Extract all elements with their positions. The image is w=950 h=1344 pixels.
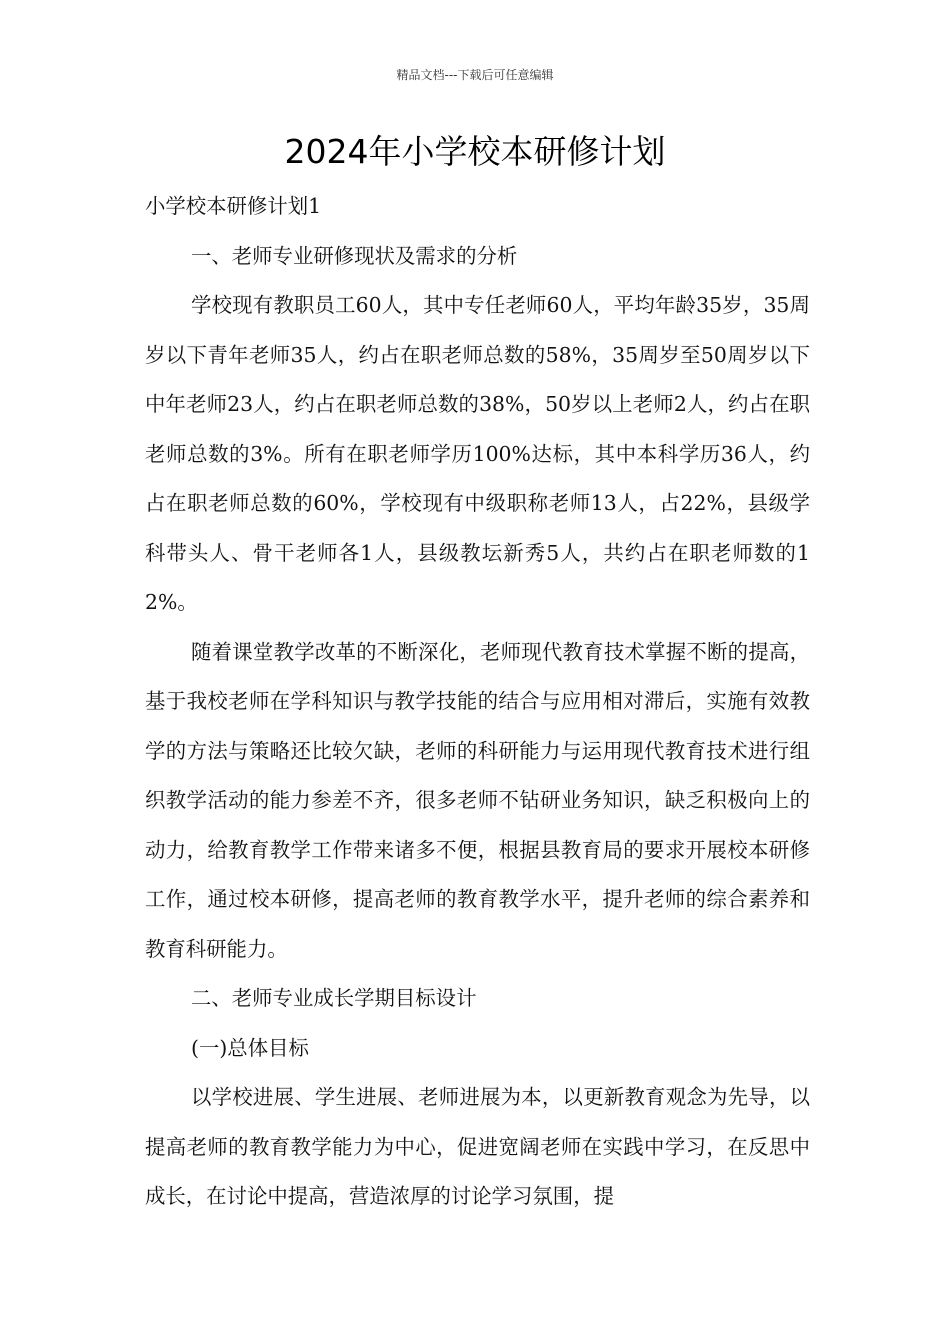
subsection-heading: (一)总体目标 [191, 1035, 309, 1060]
section-heading-2: 二、老师专业成长学期目标设计 [191, 986, 477, 1010]
section-heading-1: 一、老师专业研修现状及需求的分析 [191, 243, 518, 268]
header-note: 精品文档---下载后可任意编辑 [396, 68, 554, 82]
paragraph-staff-stats: 学校现有教职员工60人，其中专任老师60人，平均年龄35岁，35周岁以下青年老师35人，约占在职老师总数的58%，35周岁至50周岁以下中年老师23人，约占在职老师总数的38%，50岁以上老师2人，约占在职老师总数的3%。所有在职老师学历100%达标，其中本科学历36人，约占在职老师总数的60%，学校现有中级职称老师13人，占22%，县级学科带头人、骨干老师各1人，县级教坛新秀5人，共约占在职老师数的12%。 [145, 293, 810, 614]
paragraph-goals: 以学校进展、学生进展、老师进展为本，以更新教育观念为先导，以提高老师的教育教学能力为中心，促进宽阔老师在实践中学习，在反思中成长，在讨论中提高，营造浓厚的讨论学习氛围，提 [145, 1085, 810, 1208]
document-title: 2024年小学校本研修计划 [284, 132, 666, 171]
paragraph-reform: 随着课堂教学改革的不断深化，老师现代教育技术掌握不断的提高，基于我校老师在学科知识与教学技能的结合与应用相对滞后，实施有效教学的方法与策略还比较欠缺，老师的科研能力与运用现代教育技术进行组织教学活动的能力参差不齐，很多老师不钻研业务知识，缺乏积极向上的动力，给教育教学工作带来诸多不便，根据县教育局的要求开展校本研修工作，通过校本研修，提高老师的教育教学水平，提升老师的综合素养和教育科研能力。 [145, 639, 810, 961]
document-body [145, 182, 810, 1222]
section-subtitle: 小学校本研修计划1 [145, 194, 322, 218]
